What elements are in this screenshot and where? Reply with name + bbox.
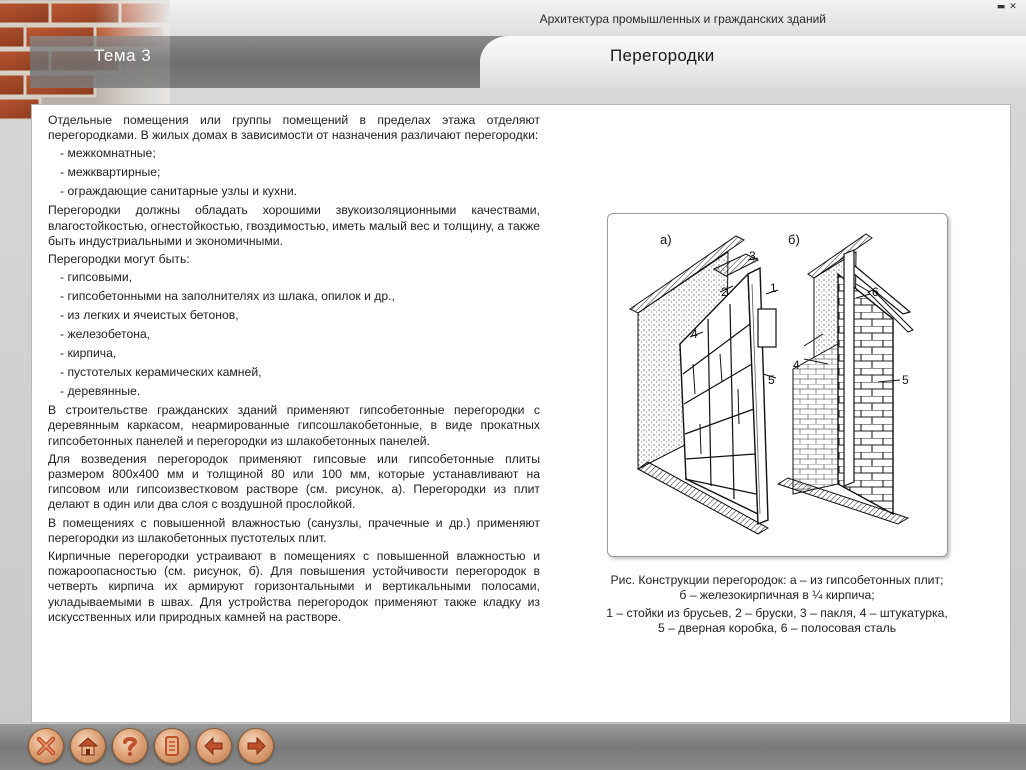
label-a: а) [660,232,672,247]
header [0,0,1026,98]
close-window-button[interactable]: ✕ [1009,2,1017,12]
paragraph-plates: Для возведения перегородок применяют гипсовые или гипсобетонные плиты размером 800х400 мм и толщиной 80 или 100 мм, которые устанавливают на гипсовом или гипсоизвестковом растворе (см. рисунок, а). Перегородки из плит делают в один или два слоя с воздушной прослойкой. [48,451,540,512]
figure-number: 2 [721,285,728,299]
paragraph-intro: Отдельные помещения или группы помещений в пределах этажа отделяют перегородками. В жилых домах в зависимости от назначения различают перегородки: [48,113,540,143]
list-item: - пустотелых керамических камней, [60,365,262,380]
list-materials [48,270,540,399]
figure-number: 4 [793,358,800,372]
figure-caption [587,573,967,639]
figure-number: 1 [770,281,777,295]
page-title: Перегородки [610,46,715,65]
label-b: б) [788,232,800,247]
back-button[interactable] [196,728,232,764]
home-button[interactable] [70,728,106,764]
figure-number: 3 [749,249,756,263]
list-item: - из легких и ячеистых бетонов, [60,308,239,323]
paragraph-types-heading: Перегородки могут быть: [48,252,190,267]
figure-number: 5 [902,373,909,387]
content-panel [31,104,1011,723]
exit-button[interactable] [28,728,64,764]
list-item: - межквартирные; [60,165,161,180]
caption-subtitle: б – железокирпичная в ¼ кирпича; [679,588,875,602]
paragraph-requirements: Перегородки должны обладать хорошими звукоизоляционными качествами, влагостойкостью, огнестойкостью, гвоздимостью, иметь малый вес и толщину, а также быть индустриальными и экономичными. [48,203,540,248]
help-button[interactable] [112,728,148,764]
caption-title: Рис. Конструкции перегородок: а – из гипсобетонных плит; [610,573,944,587]
caption-legend [587,606,967,636]
list-item: - межкомнатные; [60,146,156,161]
text-column [48,113,540,628]
figure-number: 6 [872,285,879,299]
caption-legend-line: 5 – дверная коробка, 6 – полосовая сталь [657,621,897,635]
home-icon [76,734,100,758]
list-item: - железобетона, [60,327,151,342]
list-purpose [48,146,540,199]
app-title: Архитектура промышленных и гражданских зданий [539,12,826,26]
forward-button[interactable] [238,728,274,764]
figure-partitions [607,213,948,557]
minimize-button[interactable]: ▬ [996,2,1006,12]
bottom-toolbar [0,724,1026,770]
list-item: - деревянные. [60,384,141,399]
list-item: - ограждающие санитарные узлы и кухни. [60,184,298,199]
help-icon [118,734,142,758]
close-icon [34,734,58,758]
caption-legend-line: 1 – стойки из брусьев, 2 – бруски, 3 – пакля, 4 – штукатурка, [606,606,948,620]
figure-number: 4 [691,327,698,341]
paragraph-brick: Кирпичные перегородки устраивают в помещениях с повышенной влажностью и пожароопасностью (см. рисунок, б). Для повышения устойчивости перегородок в четверть кирпича их армируют горизонтальными и вертикальными полосами, укладываемыми в швах. Для устройства перегородок применяют также кладку из искусственных или природных камней на растворе. [48,549,540,624]
list-item: - гипсовыми, [60,270,133,285]
figure-number: 5 [768,373,775,387]
caption-line [587,573,967,603]
paragraph-humidity: В помещениях с повышенной влажностью (санузлы, прачечные и др.) применяют перегородки из шлакобетонных пустотелых плит. [48,515,540,545]
arrow-left-icon [202,734,226,758]
header-light-band [480,36,1026,88]
window-controls [996,2,1018,12]
partition-drawing [608,214,947,556]
list-item: - кирпича, [60,346,117,361]
contents-icon [160,734,184,758]
list-item: - гипсобетонными на заполнителях из шлака, опилок и др., [60,289,395,304]
contents-button[interactable] [154,728,190,764]
paragraph-civil: В строительстве гражданских зданий применяют гипсобетонные перегородки с деревянным каркасом, неармированные гипсошлакобетонные, в виде прокатных гипсобетонных панелей и перегородки из шлакобетонных панелей. [48,403,540,448]
arrow-right-icon [244,734,268,758]
topic-label: Тема 3 [94,46,152,65]
